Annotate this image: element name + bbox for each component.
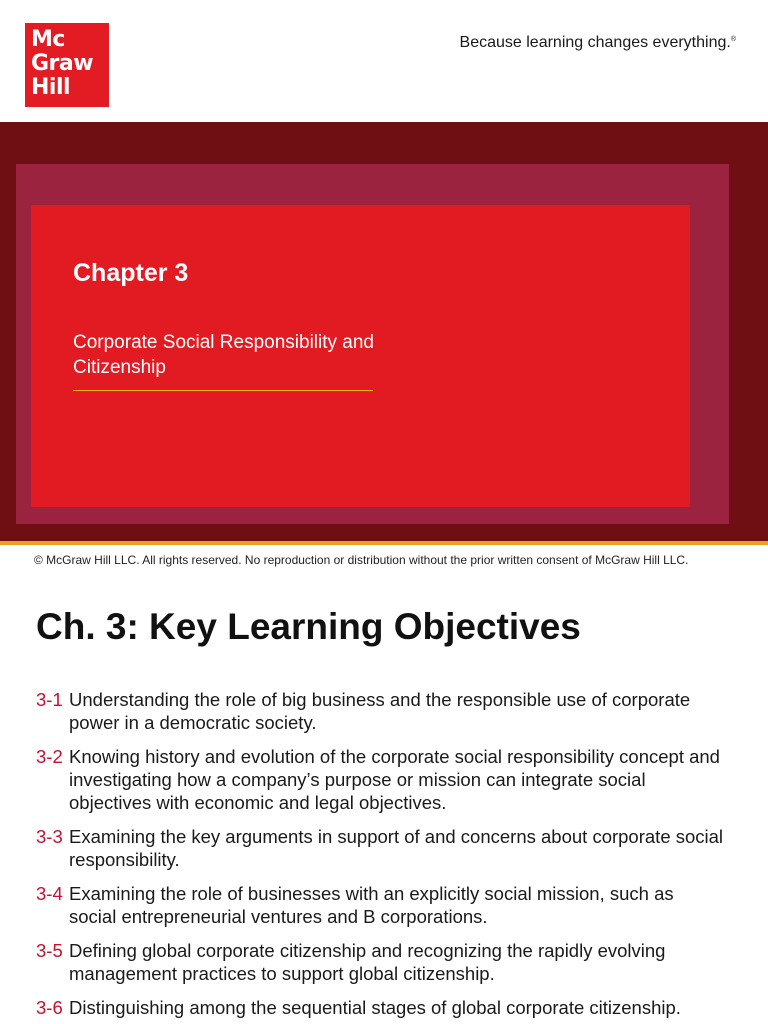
objective-number: 3-5 bbox=[36, 940, 63, 961]
objective-text: Understanding the role of big business and the responsible use of corporate power in a democratic society. bbox=[69, 689, 691, 733]
objective-item bbox=[36, 939, 726, 985]
banner-middle-frame bbox=[16, 164, 729, 524]
registered-mark: ® bbox=[730, 36, 736, 43]
objectives-title: Ch. 3: Key Learning Objectives bbox=[36, 606, 581, 647]
tagline-text: Because learning changes everything. bbox=[459, 34, 731, 51]
subtitle-divider bbox=[73, 390, 373, 391]
banner-bottom-divider bbox=[0, 541, 768, 545]
tagline bbox=[460, 34, 736, 52]
objective-item bbox=[36, 688, 726, 734]
objective-number: 3-2 bbox=[36, 746, 63, 767]
objective-item bbox=[36, 745, 726, 814]
objective-text: Knowing history and evolution of the corporate social responsibility concept and investigating how a company’s purpose or mission can integrate social objectives with economic and legal objectives. bbox=[69, 746, 720, 813]
copyright-notice: © McGraw Hill LLC. All rights reserved. No reproduction or distribution without the prior written consent of McGraw Hill LLC. bbox=[34, 553, 689, 567]
objective-item bbox=[36, 882, 726, 928]
mcgraw-hill-logo bbox=[25, 23, 109, 107]
banner-inner-panel bbox=[31, 205, 690, 507]
objective-text: Defining global corporate citizenship and recognizing the rapidly evolving management practices to support global citizenship. bbox=[69, 940, 666, 984]
objective-number: 3-4 bbox=[36, 883, 63, 904]
objective-number: 3-1 bbox=[36, 689, 63, 710]
chapter-banner bbox=[0, 122, 768, 542]
chapter-title: Chapter 3 bbox=[73, 259, 189, 287]
chapter-subtitle: Corporate Social Responsibility and Citizenship bbox=[73, 332, 374, 378]
logo-line-3: Hill bbox=[31, 75, 71, 100]
objective-text: Examining the role of businesses with an explicitly social mission, such as social entrepreneurial ventures and B corporations. bbox=[69, 883, 674, 927]
objective-text: Distinguishing among the sequential stages of global corporate citizenship. bbox=[69, 997, 681, 1018]
logo-line-1: Mc bbox=[31, 27, 65, 52]
objective-number: 3-6 bbox=[36, 997, 63, 1018]
objective-text: Examining the key arguments in support of and concerns about corporate social responsibility. bbox=[69, 826, 724, 870]
objective-item bbox=[36, 825, 726, 871]
objective-item bbox=[36, 996, 726, 1019]
logo-line-2: Graw bbox=[31, 51, 94, 76]
objectives-list bbox=[36, 688, 726, 1024]
objective-number: 3-3 bbox=[36, 826, 63, 847]
